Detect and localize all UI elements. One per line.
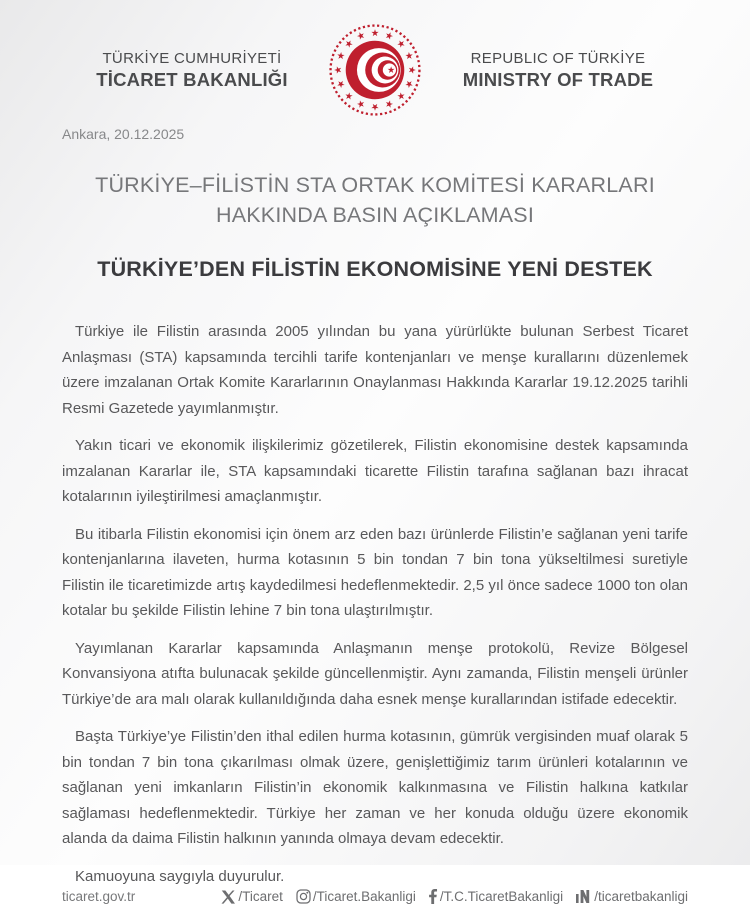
facebook-social-link[interactable] bbox=[429, 889, 563, 904]
x-icon bbox=[221, 890, 236, 904]
facebook-icon bbox=[429, 889, 438, 904]
title-line2: HAKKINDA BASIN AÇIKLAMASI bbox=[215, 202, 535, 227]
closing-line: Kamuoyuna saygıyla duyurulur. bbox=[75, 867, 285, 885]
instagram-handle: /Ticaret.Bakanligi bbox=[312, 889, 416, 905]
org-en-line2: MINISTRY OF TRADE bbox=[462, 68, 654, 90]
org-name-turkish bbox=[83, 50, 301, 91]
x-social-link[interactable] bbox=[221, 889, 283, 904]
org-name-english bbox=[449, 50, 667, 91]
press-release-paragraph: Yakın ticari ve ekonomik ilişkilerimiz gözetilerek, Filistin ekonomisine destek kapsamında imzalanan Kararlar ile, STA kapsamındaki ticarette Filistin tarafına sağlanan bazı ihracat kotalarının iyileştirilmesi amaçlanmıştır. bbox=[62, 437, 688, 506]
press-release-body bbox=[62, 319, 688, 889]
nsosyal-icon bbox=[576, 890, 592, 903]
press-release-paragraph: Türkiye ile Filistin arasında 2005 yılından bu yana yürürlükte bulunan Serbest Ticaret Anlaşması (STA) kapsamında tercihli tarife kontenjanları ve menşe kurallarını düzenlemek üzere imzalanan Ortak Komite Kararlarının Onaylanması Hakkında Kararlar 19.12.2025 tarihli Resmi Gazetede yayımlanmıştır. bbox=[62, 323, 688, 417]
press-release-title bbox=[62, 171, 688, 230]
x-handle: /Ticaret bbox=[238, 889, 283, 905]
footer bbox=[62, 889, 688, 920]
instagram-social-link[interactable] bbox=[296, 889, 416, 904]
org-tr-line1: TÜRKİYE CUMHURİYETİ bbox=[102, 49, 282, 67]
nsosyal-handle: /ticaretbakanligi bbox=[594, 889, 688, 905]
org-tr-line2: TİCARET BAKANLIĞI bbox=[96, 68, 288, 90]
ministry-of-trade-emblem-icon bbox=[327, 22, 423, 118]
press-release-paragraph: Yayımlanan Kararlar kapsamında Anlaşmanın menşe protokolü, Revize Bölgesel Konvansiyona atıfta bulunacak şekilde güncellenmiştir. Aynı zamanda, Filistin menşeli ürünler Türkiye’de ara malı olarak kullanıldığında daha esnek menşe kurallarından istifade edecektir. bbox=[62, 639, 688, 708]
headline: TÜRKİYE’DEN FİLİSTİN EKONOMİSİNE YENİ DESTEK bbox=[97, 257, 653, 282]
ministry-header bbox=[62, 22, 688, 118]
website-link[interactable]: ticaret.gov.tr bbox=[62, 889, 136, 905]
org-en-line1: REPUBLIC OF TÜRKİYE bbox=[470, 49, 646, 67]
nsosyal-social-link[interactable] bbox=[576, 889, 688, 904]
title-line1: TÜRKİYE–FİLİSTİN STA ORTAK KOMİTESİ KARARLARI bbox=[95, 173, 655, 197]
dateline: Ankara, 20.12.2025 bbox=[62, 126, 185, 142]
press-release-paragraph: Bu itibarla Filistin ekonomisi için önem arz eden bazı ürünlerde Filistin’e sağlanan yeni tarife kontenjanlarına ilaveten, hurma kotasının 5 bin tondan 7 bin tona yükseltilmesi suretiyle Filistin ile ticaretimizde artış kaydedilmesi hedeflenmektedir. 2,5 yıl önce sadece 1000 ton olan kotalar bu şekilde Filistin lehine 7 bin tona ulaştırılmıştır. bbox=[62, 525, 688, 620]
social-links bbox=[221, 889, 688, 904]
instagram-icon bbox=[296, 889, 311, 904]
facebook-handle: /T.C.TicaretBakanligi bbox=[439, 889, 564, 905]
press-release-paragraph: Başta Türkiye’ye Filistin’den ithal edilen hurma kotasının, gümrük vergisinden muaf olarak 5 bin tondan 7 bin tona çıkarılması olmak üzere, genişlettiğimiz tarım ürünleri kotalarının ve sağlanan yeni imkanların Filistin’in ekonomik kalkınmasına ve Filistin halkına katkılar sağlaması hedeflenmektedir. Türkiye her zaman ve her konuda olduğu üzere ekonomik alanda da daima Filistin halkının yanında olmaya devam edecektir. bbox=[62, 728, 688, 848]
